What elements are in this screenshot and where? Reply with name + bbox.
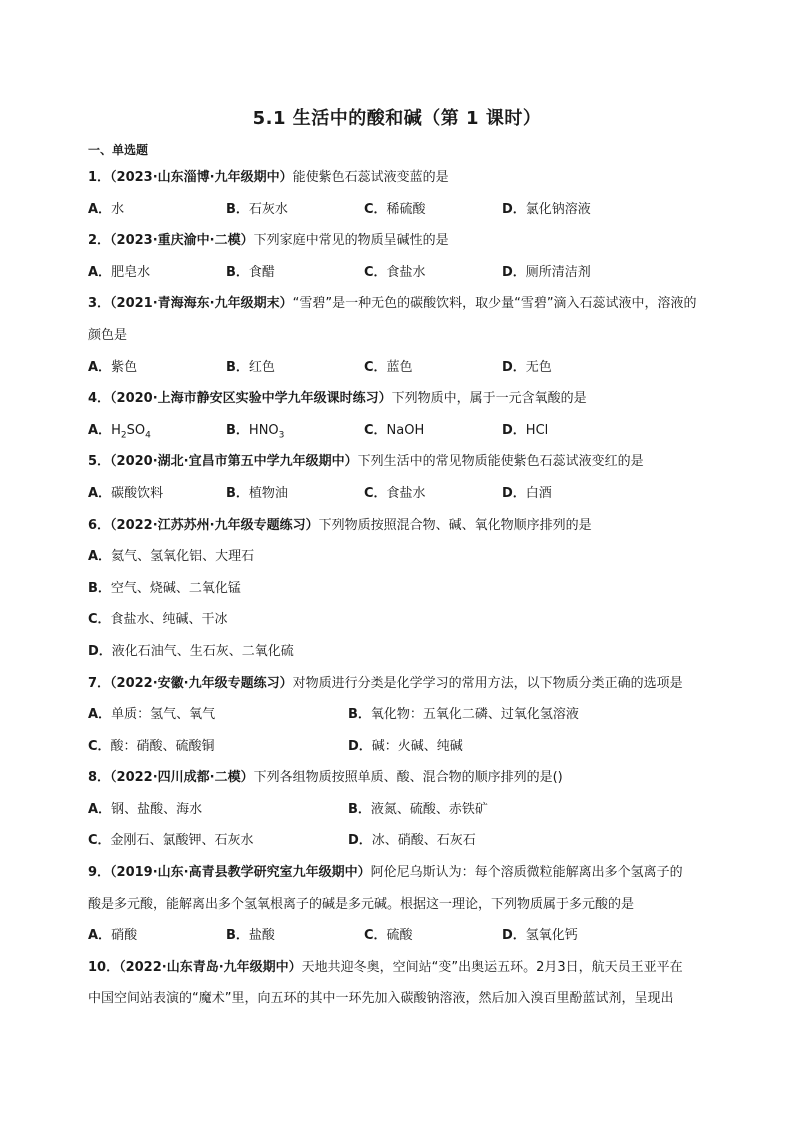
option-b: B．红色 [226, 359, 275, 375]
question-3-options [88, 352, 728, 384]
question-3-continued: 颜色是 [88, 327, 128, 343]
question-6-option-b: B．空气、烧碱、二氧化锰 [88, 580, 241, 596]
option-c: C．酸：硝酸、硫酸铜 [88, 738, 215, 754]
question-4: 4．（2020·上海市静安区实验中学九年级课时练习）下列物质中，属于一元含氧酸的是 [88, 391, 587, 407]
question-1: 1．（2023·山东淄博·九年级期中）能使紫色石蕊试液变蓝的是 [88, 170, 449, 185]
option-b: B．$HNO_3$ [226, 422, 285, 441]
option-b: B．食醋 [226, 264, 275, 280]
option-d: D．白酒 [502, 485, 552, 501]
option-b: B．氧化物：五氧化二磷、过氧化氢溶液 [348, 707, 579, 723]
option-d: D．无色 [502, 359, 552, 375]
question-9-options [88, 920, 728, 952]
option-a: A．水 [88, 201, 125, 217]
option-a: A．紫色 [88, 359, 138, 375]
question-6-option-d: D．液化石油气、生石灰、二氧化硫 [88, 643, 294, 659]
question-4-options [88, 415, 728, 447]
option-c: C．硫酸 [364, 928, 413, 944]
question-8-options-ab [88, 794, 728, 826]
option-a: A．硝酸 [88, 928, 138, 944]
option-a: A．碳酸饮料 [88, 485, 164, 501]
question-10: 10．（2022·山东青岛·九年级期中）天地共迎冬奥，空间站“变”出奥运五环。2月3日，航天员王亚平在 [88, 959, 683, 975]
question-3: 3．（2021·青海海东·九年级期末）“雪碧”是一种无色的碳酸饮料，取少量“雪碧”滴入石蕊试液中，溶液的 [88, 296, 697, 312]
option-d: D．氯化钠溶液 [502, 201, 591, 217]
option-d: D．HCl [502, 422, 549, 438]
question-list [88, 140, 728, 1015]
question-10-continued: 中国空间站表演的“魔术”里，向五环的其中一环先加入碳酸钠溶液，然后加入溴百里酚蓝试剂，呈现出 [88, 991, 674, 1007]
question-6-option-a: A．氦气、氢氧化铝、大理石 [88, 549, 255, 565]
option-c: C．食盐水 [364, 264, 426, 280]
option-d: D．冰、硝酸、石灰石 [348, 833, 476, 849]
option-c: C．NaOH [364, 422, 425, 438]
option-c: C．蓝色 [364, 359, 413, 375]
question-5-options [88, 478, 728, 510]
question-5: 5．（2020·湖北·宜昌市第五中学九年级期中）下列生活中的常见物质能使紫色石蕊试液变红的是 [88, 454, 644, 470]
option-b: B．液氮、硫酸、赤铁矿 [348, 801, 488, 817]
question-1-options [88, 194, 728, 226]
option-d: D．碱：火碱、纯碱 [348, 738, 463, 754]
question-2-options [88, 257, 728, 289]
option-b: B．盐酸 [226, 928, 275, 944]
option-a: A．$H_2SO_4$ [88, 422, 151, 441]
option-c: C．金刚石、氯酸钾、石灰水 [88, 833, 254, 849]
question-2: 2．（2023·重庆渝中·二模）下列家庭中常见的物质呈碱性的是 [88, 233, 449, 249]
section-heading: 一、单选题 [88, 143, 149, 157]
option-c: C．稀硫酸 [364, 201, 426, 217]
option-c: C．食盐水 [364, 485, 426, 501]
option-b: B．植物油 [226, 485, 288, 501]
page-title: 5.1 生活中的酸和碱（第 1 课时） [252, 108, 542, 129]
option-a: A．单质：氢气、氧气 [88, 707, 216, 723]
option-d: D．氢氧化钙 [502, 928, 578, 944]
question-9: 9．（2019·山东·高青县教学研究室九年级期中）阿伦尼乌斯认为：每个溶质微粒能解离出多个氢离子的 [88, 865, 683, 881]
question-7: 7．（2022·安徽·九年级专题练习）对物质进行分类是化学学习的常用方法，以下物质分类正确的选项是 [88, 675, 683, 691]
option-d: D．厕所清洁剂 [502, 264, 591, 280]
option-a: A．钢、盐酸、海水 [88, 801, 203, 817]
option-a: A．肥皂水 [88, 264, 151, 280]
question-8: 8．（2022·四川成都·二模）下列各组物质按照单质、酸、混合物的顺序排列的是() [88, 770, 563, 786]
question-6-option-c: C．食盐水、纯碱、干冰 [88, 612, 228, 628]
question-9-continued: 酸是多元酸，能解离出多个氢氧根离子的碱是多元碱。根据这一理论，下列物质属于多元酸的是 [88, 896, 635, 912]
question-7-options-cd [88, 731, 728, 763]
question-6: 6．（2022·江苏苏州·九年级专题练习）下列物质按照混合物、碱、氧化物顺序排列的是 [88, 517, 592, 533]
question-7-options-ab [88, 699, 728, 731]
question-8-options-cd [88, 825, 728, 857]
option-b: B．石灰水 [226, 201, 288, 217]
